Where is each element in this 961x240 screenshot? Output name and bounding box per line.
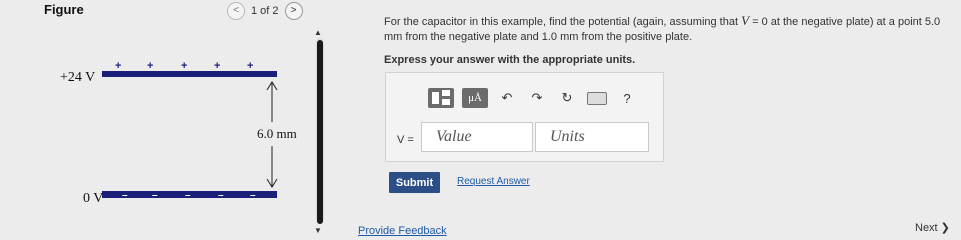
figure-page-indicator: 1 of 2 <box>251 5 279 17</box>
value-placeholder: Value <box>436 128 472 145</box>
bottom-voltage-label: 0 V <box>83 191 104 206</box>
question-text <box>384 13 959 45</box>
undo-icon[interactable]: ↶ <box>501 90 513 105</box>
request-answer-link[interactable]: Request Answer <box>457 176 530 187</box>
next-figure-button[interactable]: > <box>285 2 303 20</box>
plus-sign: + <box>147 60 154 72</box>
figure-title: Figure <box>44 2 84 17</box>
equation-part: = 0 <box>749 16 768 28</box>
value-input[interactable] <box>421 122 533 152</box>
keyboard-icon[interactable] <box>586 88 608 108</box>
question-text-part: For the capacitor in this example, find the potential (again, assuming that <box>384 16 742 28</box>
minus-sign: – <box>218 190 224 201</box>
math-toolbar <box>428 88 638 108</box>
minus-sign: – <box>122 190 128 201</box>
units-placeholder: Units <box>550 128 585 145</box>
answer-variable-label: V = <box>397 134 414 146</box>
plus-sign: + <box>214 60 221 72</box>
minus-sign: – <box>152 190 158 201</box>
top-voltage-label: +24 V <box>60 70 96 85</box>
reset-icon[interactable]: ↻ <box>561 90 573 105</box>
scroll-up-icon[interactable]: ▲ <box>314 28 322 37</box>
submit-button[interactable]: Submit <box>389 172 440 193</box>
provide-feedback-link[interactable]: Provide Feedback <box>358 225 447 237</box>
plus-sign: + <box>181 60 188 72</box>
capacitor-figure <box>40 28 316 228</box>
minus-sign: – <box>185 190 191 201</box>
scrollbar-thumb[interactable] <box>317 40 323 224</box>
prev-figure-button[interactable]: < <box>227 2 245 20</box>
variable-v: V <box>741 13 750 28</box>
answer-instruction: Express your answer with the appropriate units. <box>384 54 636 66</box>
figure-pager <box>227 2 303 20</box>
units-input[interactable] <box>535 122 649 152</box>
units-button[interactable]: μÅ <box>462 88 488 108</box>
template-icon[interactable] <box>428 88 454 108</box>
next-button[interactable]: Next ❯ <box>915 222 950 234</box>
question-text-part: at the negative plate) at a point 5.0 mm from the negative plate and 1.0 mm from the positive plate. <box>384 16 941 43</box>
minus-sign: – <box>250 190 256 201</box>
plus-sign: + <box>115 60 122 72</box>
help-icon[interactable]: ? <box>623 90 631 106</box>
scroll-down-icon[interactable]: ▼ <box>314 226 322 235</box>
plus-sign: + <box>247 60 254 72</box>
distance-label: 6.0 mm <box>257 126 297 141</box>
redo-icon[interactable]: ↷ <box>531 90 543 105</box>
